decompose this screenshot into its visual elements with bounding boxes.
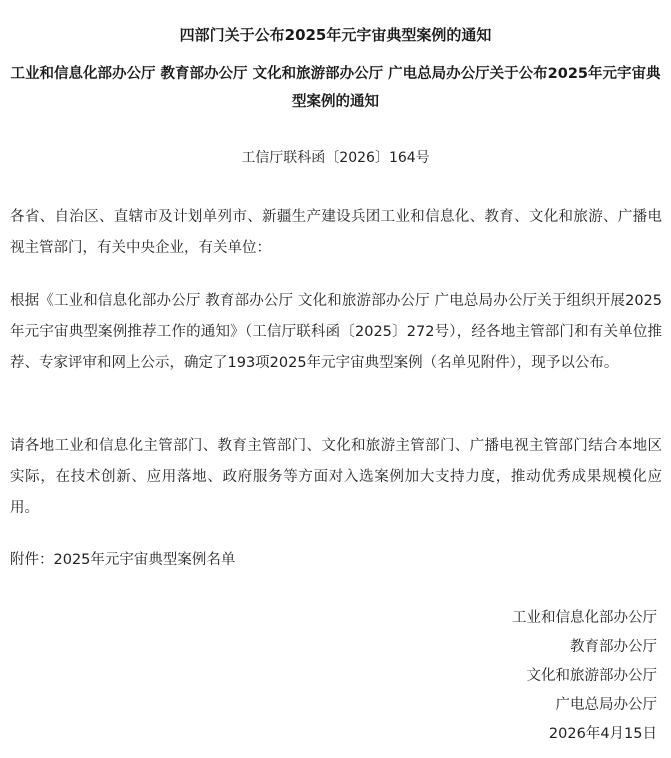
document-date: 2026年4月15日 <box>548 726 657 742</box>
document-number: 工信厅联科函〔2026〕164号 <box>241 150 430 166</box>
signatory-mct: 文化和旅游部办公厅 <box>526 668 657 684</box>
document-subtitle: 工业和信息化部办公厅 教育部办公厅 文化和旅游部办公厅 广电总局办公厅关于公布2025年元宇宙典型案例的通知 <box>10 66 661 110</box>
signature-block <box>512 604 657 749</box>
attachment-line: 附件：2025年元宇宙典型案例名单 <box>10 552 236 568</box>
signatory-miit: 工业和信息化部办公厅 <box>512 610 657 626</box>
signatory-nrta: 广电总局办公厅 <box>555 697 657 713</box>
greeting-paragraph: 各省、自治区、直辖市及计划单列市、新疆生产建设兵团工业和信息化、教育、文化和旅游、广播电视主管部门，有关中央企业，有关单位： <box>10 209 662 256</box>
body-paragraph-1: 根据《工业和信息化部办公厅 教育部办公厅 文化和旅游部办公厅 广电总局办公厅关于组织开展2025年元宇宙典型案例推荐工作的通知》（工信厅联科函〔2025〕272号），经各地主管部门和有关单位推荐、专家评审和网上公示，确定了193项2025年元宇宙典型案例（名单见附件），现予以公布。 <box>10 293 662 371</box>
document-title: 四部门关于公布2025年元宇宙典型案例的通知 <box>179 26 492 44</box>
body-paragraph-2: 请各地工业和信息化主管部门、教育主管部门、文化和旅游主管部门、广播电视主管部门结合本地区实际，在技术创新、应用落地、政府服务等方面对入选案例加大支持力度，推动优秀成果规模化应用。 <box>10 438 662 516</box>
signatory-moe: 教育部办公厅 <box>570 639 657 655</box>
